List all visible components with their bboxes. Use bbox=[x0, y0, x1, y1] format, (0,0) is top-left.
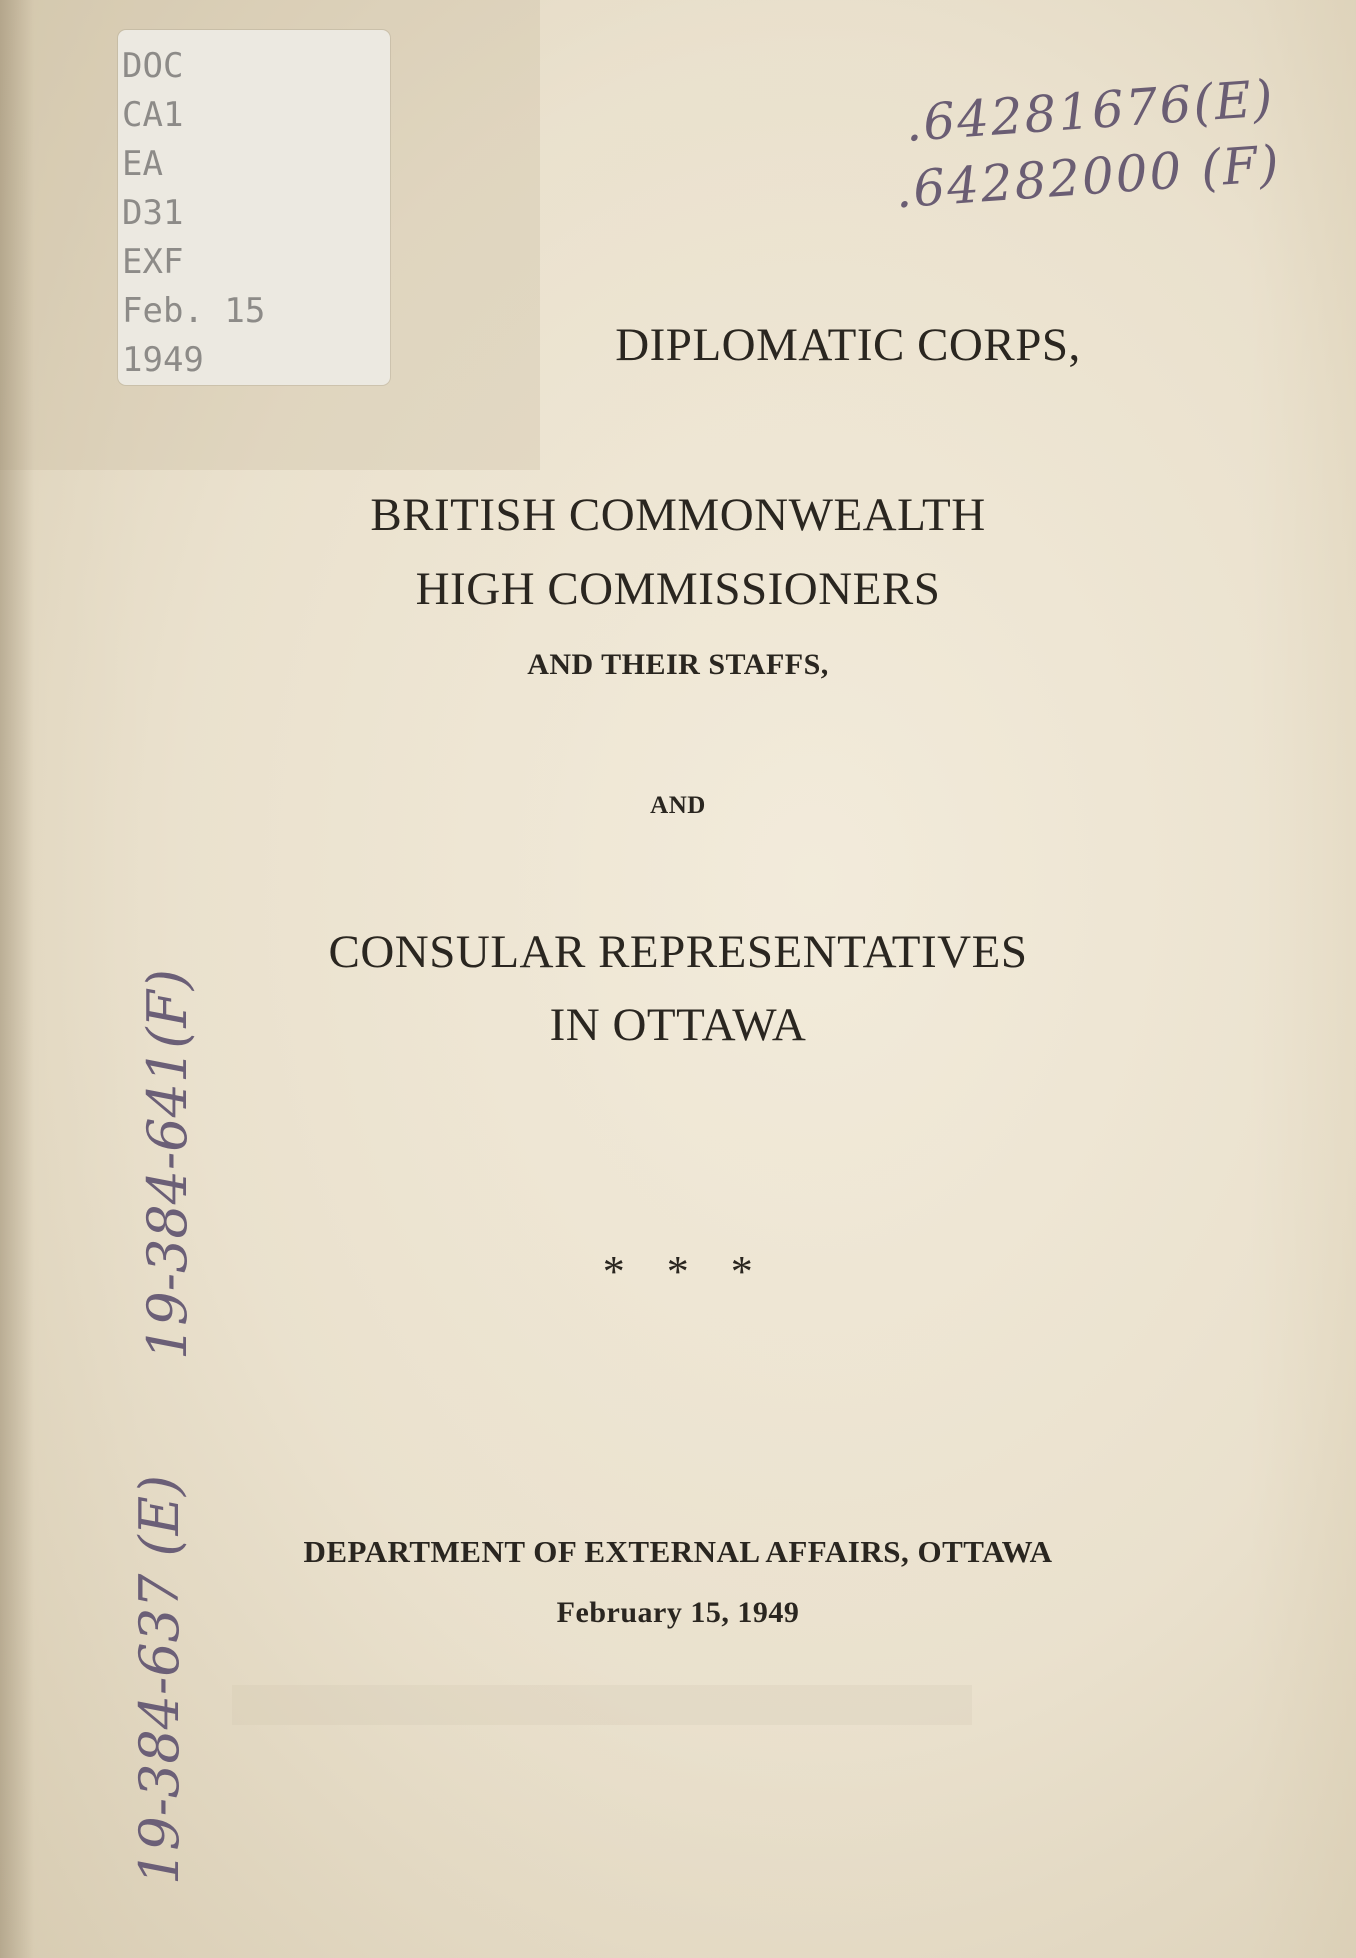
catalog-line: EXF bbox=[122, 242, 184, 282]
faded-stamp-mark bbox=[232, 1685, 972, 1725]
catalog-line: 1949 bbox=[122, 340, 204, 380]
catalog-line: DOC bbox=[122, 46, 184, 86]
heading-diplomatic-corps: DIPLOMATIC CORPS, bbox=[615, 319, 1081, 371]
subheading-their-staffs: AND THEIR STAFFS, bbox=[527, 648, 829, 681]
heading-consular-representatives: CONSULAR REPRESENTATIVES bbox=[328, 926, 1028, 978]
ornament-asterisks: * * * bbox=[602, 1247, 754, 1296]
heading-in-ottawa: IN OTTAWA bbox=[549, 999, 807, 1051]
catalog-line: D31 bbox=[122, 193, 184, 233]
heading-british-commonwealth: BRITISH COMMONWEALTH bbox=[370, 489, 986, 541]
handwritten-side-note-english: 19-384-637 (E) bbox=[128, 1474, 191, 1885]
catalog-line: CA1 bbox=[122, 95, 184, 135]
publication-date: February 15, 1949 bbox=[556, 1596, 800, 1629]
publisher-line: DEPARTMENT OF EXTERNAL AFFAIRS, OTTAWA bbox=[303, 1534, 1053, 1569]
heading-high-commissioners: HIGH COMMISSIONERS bbox=[415, 563, 941, 615]
handwritten-side-note-french: 19-384-641(F) bbox=[136, 969, 199, 1360]
handwritten-number-english: .64281676(E) bbox=[903, 69, 1277, 153]
catalog-line: EA bbox=[122, 144, 163, 184]
spine-shadow bbox=[0, 0, 34, 1958]
handwritten-number-french: .64282000 (F) bbox=[893, 134, 1283, 220]
conjunction-and: AND bbox=[650, 792, 706, 819]
catalog-line: Feb. 15 bbox=[122, 291, 266, 331]
